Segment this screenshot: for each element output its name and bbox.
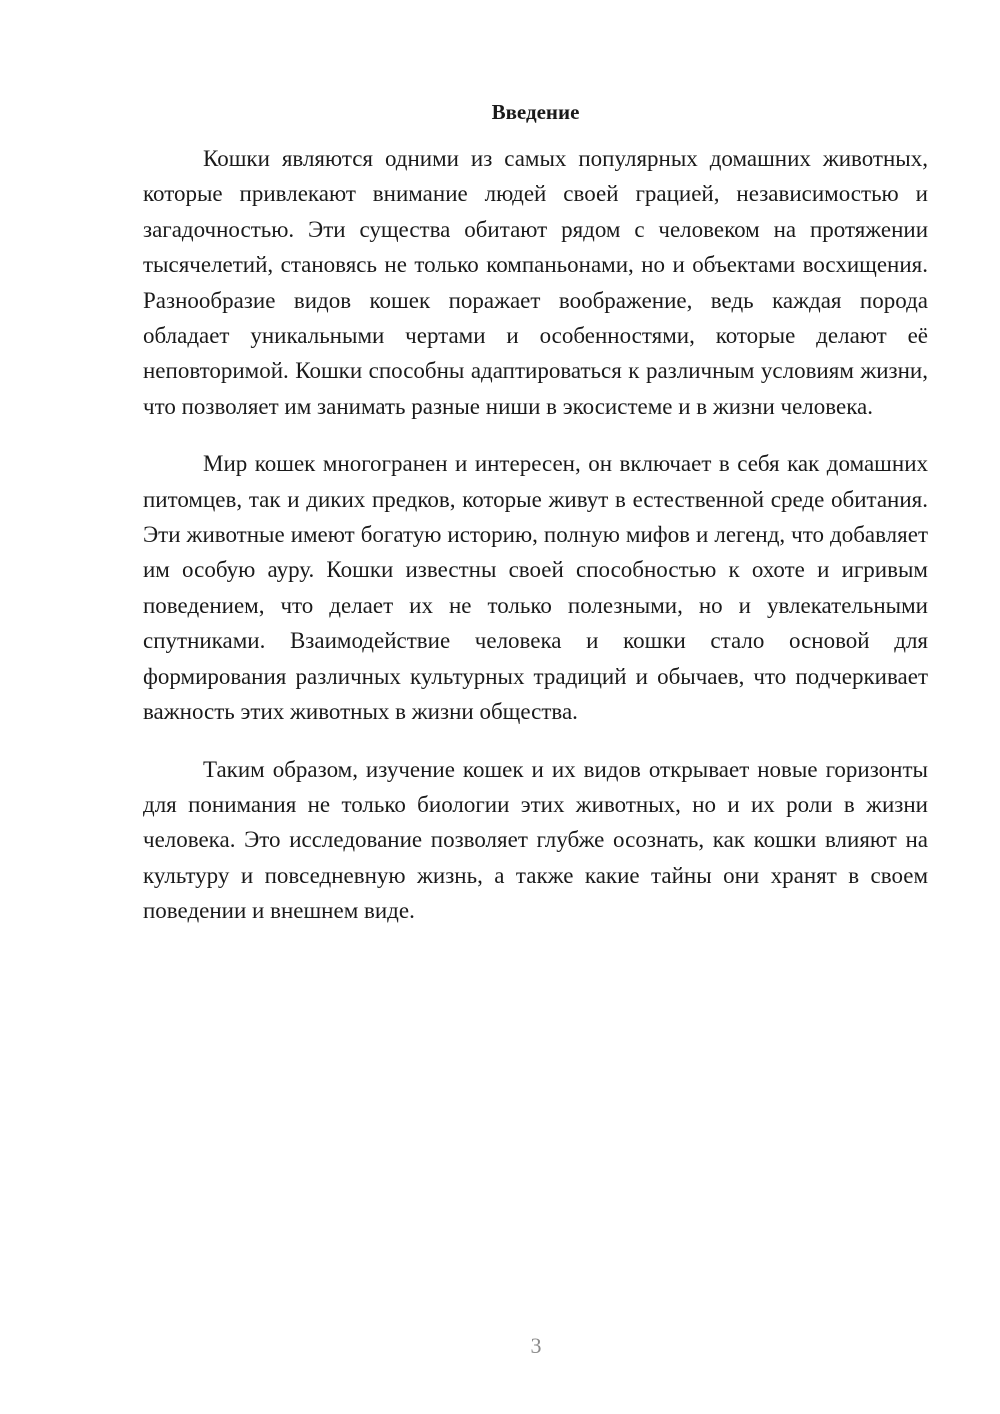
paragraph-3: Таким образом, изучение кошек и их видов открывает новые горизонты для понимания не только биологии этих животных, но и их роли в жизни человека. Это исследование позволяет глубже осознать, как кошки влияют на культуру и повседневную жизнь, а также какие тайны они хранят в своем поведении и внешнем виде.: [143, 756, 928, 924]
page-title: Введение: [491, 100, 580, 124]
paragraph-2: Мир кошек многогранен и интересен, он включает в себя как домашних питомцев, так и диких предков, которые живут в естественной среде обитания. Эти животные имеют богатую историю, полную мифов и легенд, что добавляет им особую ауру. Кошки известны своей способностью к охоте и игривым поведением, что делает их не только полезными, но и увлекательными спутниками. Взаимодействие человека и кошки стало основой для формирования различных культурных традиций и обычаев, что подчеркивает важность этих животных в жизни общества.: [143, 451, 928, 725]
page-number: 3: [530, 1333, 542, 1358]
body-text: [143, 141, 928, 951]
paragraph-1: Кошки являются одними из самых популярных домашних животных, которые привлекают внимание людей своей грацией, независимостью и загадочностью. Эти существа обитают рядом с человеком на протяжении тысячелетий, становясь не только компаньонами, но и объектами восхищения. Разнообразие видов кошек поражает воображение, ведь каждая порода обладает уникальными чертами и особенностями, которые делают её неповторимой. Кошки способны адаптироваться к различным условиям жизни, что позволяет им занимать разные ниши в экосистеме и в жизни человека.: [143, 146, 928, 419]
